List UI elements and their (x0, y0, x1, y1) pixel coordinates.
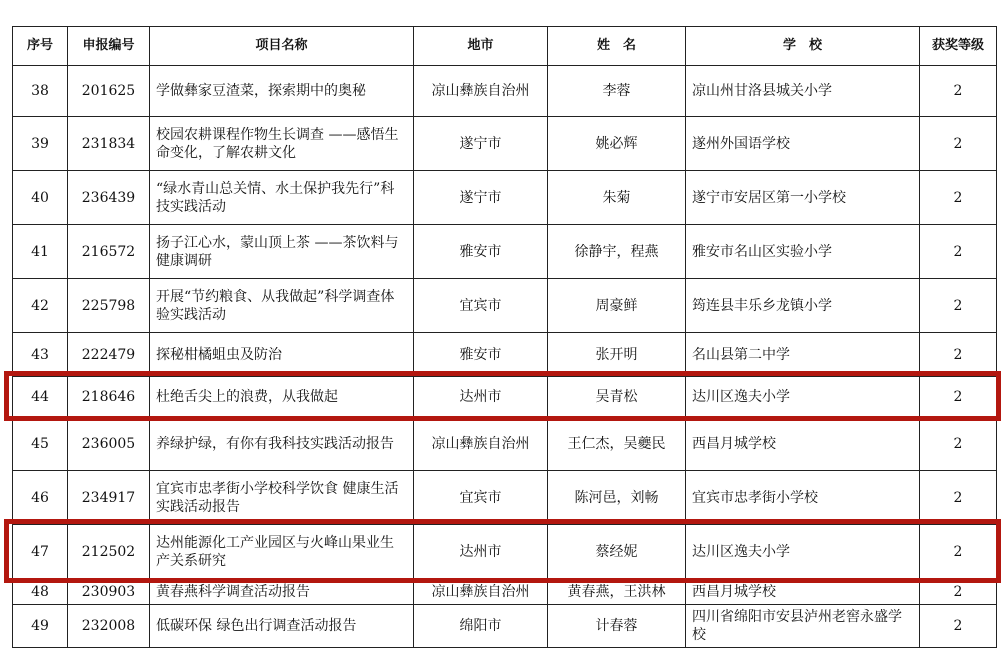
table-row (13, 66, 997, 117)
table-row (13, 117, 997, 171)
header-row (13, 27, 997, 66)
cell-city: 宜宾市 (414, 471, 548, 525)
cell-school: 名山县第二中学 (686, 333, 920, 377)
cell-project: “绿水青山总关情、水土保护我先行”科技实践活动 (150, 171, 414, 225)
cell-seq: 46 (13, 471, 68, 525)
cell-school: 雅安市名山区实验小学 (686, 225, 920, 279)
cell-project: 杜绝舌尖上的浪费，从我做起 (150, 377, 414, 417)
cell-award: 2 (920, 66, 997, 117)
cell-app-no: 236005 (68, 417, 150, 471)
cell-project: 校园农耕课程作物生长调查 ——感悟生命变化，了解农耕文化 (150, 117, 414, 171)
header-school: 学 校 (686, 27, 920, 66)
cell-seq: 42 (13, 279, 68, 333)
cell-school: 遂宁市安居区第一小学校 (686, 171, 920, 225)
cell-name: 王仁杰，吴夔民 (548, 417, 686, 471)
cell-name: 李蓉 (548, 66, 686, 117)
cell-city: 凉山彝族自治州 (414, 579, 548, 605)
cell-name: 徐静宇，程燕 (548, 225, 686, 279)
cell-app-no: 212502 (68, 525, 150, 579)
header-city: 地市 (414, 27, 548, 66)
table-row (13, 525, 997, 579)
cell-project: 养绿护绿，有你有我科技实践活动报告 (150, 417, 414, 471)
table-row (13, 471, 997, 525)
cell-name: 计春蓉 (548, 605, 686, 648)
cell-name: 吴青松 (548, 377, 686, 417)
cell-school: 西昌月城学校 (686, 579, 920, 605)
cell-project: 开展“节约粮食、从我做起”科学调查体验实践活动 (150, 279, 414, 333)
cell-seq: 41 (13, 225, 68, 279)
cell-award: 2 (920, 377, 997, 417)
cell-seq: 49 (13, 605, 68, 648)
cell-name: 朱菊 (548, 171, 686, 225)
cell-school: 达川区逸夫小学 (686, 525, 920, 579)
table-row (13, 225, 997, 279)
cell-award: 2 (920, 279, 997, 333)
cell-city: 宜宾市 (414, 279, 548, 333)
cell-city: 凉山彝族自治州 (414, 66, 548, 117)
cell-award: 2 (920, 225, 997, 279)
cell-name: 姚必辉 (548, 117, 686, 171)
cell-seq: 47 (13, 525, 68, 579)
cell-award: 2 (920, 333, 997, 377)
cell-award: 2 (920, 605, 997, 648)
cell-project: 扬子江心水，蒙山顶上茶 ——茶饮料与健康调研 (150, 225, 414, 279)
cell-seq: 40 (13, 171, 68, 225)
cell-app-no: 231834 (68, 117, 150, 171)
cell-project: 达州能源化工产业园区与火峰山果业生产关系研究 (150, 525, 414, 579)
cell-seq: 39 (13, 117, 68, 171)
header-name: 姓 名 (548, 27, 686, 66)
cell-city: 达州市 (414, 525, 548, 579)
cell-seq: 44 (13, 377, 68, 417)
cell-app-no: 230903 (68, 579, 150, 605)
cell-city: 凉山彝族自治州 (414, 417, 548, 471)
table-row (13, 579, 997, 605)
table-row (13, 605, 997, 648)
header-seq: 序号 (13, 27, 68, 66)
cell-city: 遂宁市 (414, 117, 548, 171)
cell-school: 西昌月城学校 (686, 417, 920, 471)
cell-project: 探秘柑橘蛆虫及防治 (150, 333, 414, 377)
cell-award: 2 (920, 417, 997, 471)
cell-seq: 38 (13, 66, 68, 117)
cell-award: 2 (920, 117, 997, 171)
cell-project: 黄春燕科学调查活动报告 (150, 579, 414, 605)
cell-award: 2 (920, 525, 997, 579)
cell-app-no: 234917 (68, 471, 150, 525)
table-row (13, 171, 997, 225)
header-app-no: 申报编号 (68, 27, 150, 66)
cell-seq: 45 (13, 417, 68, 471)
cell-city: 雅安市 (414, 225, 548, 279)
cell-school: 四川省绵阳市安县泸州老窖永盛学校 (686, 605, 920, 648)
table-row (13, 417, 997, 471)
cell-app-no: 232008 (68, 605, 150, 648)
header-project: 项目名称 (150, 27, 414, 66)
table-row (13, 279, 997, 333)
cell-name: 蔡经妮 (548, 525, 686, 579)
cell-school: 达川区逸夫小学 (686, 377, 920, 417)
cell-app-no: 218646 (68, 377, 150, 417)
cell-city: 达州市 (414, 377, 548, 417)
cell-award: 2 (920, 171, 997, 225)
cell-app-no: 216572 (68, 225, 150, 279)
cell-project: 宜宾市忠孝街小学校科学饮食 健康生活实践活动报告 (150, 471, 414, 525)
cell-project: 学做彝家豆渣菜，探索期中的奥秘 (150, 66, 414, 117)
cell-name: 陈河邑，刘畅 (548, 471, 686, 525)
cell-project: 低碳环保 绿色出行调查活动报告 (150, 605, 414, 648)
cell-app-no: 225798 (68, 279, 150, 333)
cell-app-no: 222479 (68, 333, 150, 377)
cell-award: 2 (920, 471, 997, 525)
cell-name: 黄春燕，王洪林 (548, 579, 686, 605)
cell-seq: 48 (13, 579, 68, 605)
cell-school: 遂州外国语学校 (686, 117, 920, 171)
header-award: 获奖等级 (920, 27, 997, 66)
cell-name: 周豪鲜 (548, 279, 686, 333)
cell-school: 宜宾市忠孝街小学校 (686, 471, 920, 525)
awards-table (12, 26, 997, 648)
cell-award: 2 (920, 579, 997, 605)
cell-city: 绵阳市 (414, 605, 548, 648)
cell-name: 张开明 (548, 333, 686, 377)
table-row (13, 377, 997, 417)
cell-city: 雅安市 (414, 333, 548, 377)
cell-school: 筠连县丰乐乡龙镇小学 (686, 279, 920, 333)
cell-seq: 43 (13, 333, 68, 377)
table-row (13, 333, 997, 377)
cell-app-no: 236439 (68, 171, 150, 225)
cell-school: 凉山州甘洛县城关小学 (686, 66, 920, 117)
cell-city: 遂宁市 (414, 171, 548, 225)
cell-app-no: 201625 (68, 66, 150, 117)
